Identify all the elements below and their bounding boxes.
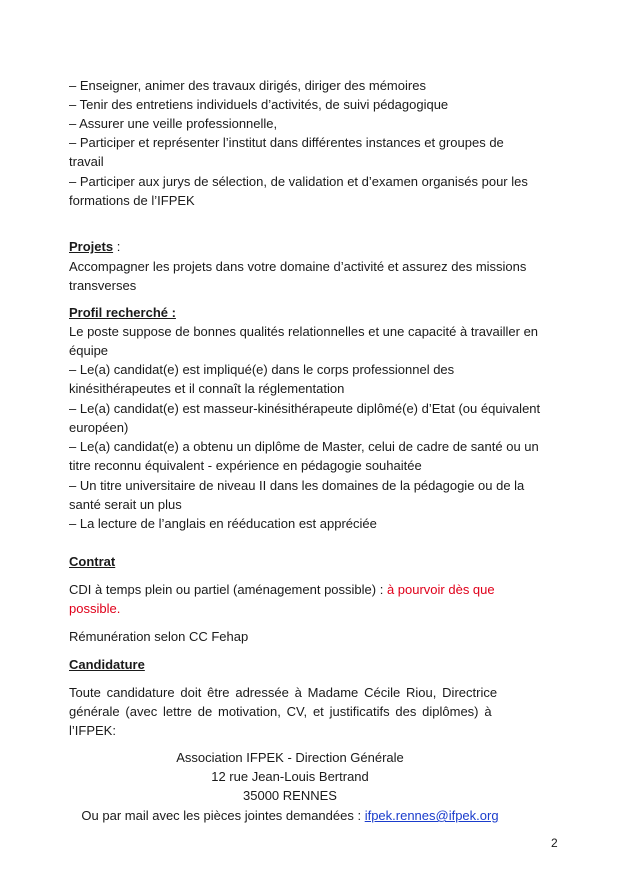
profil-line: – Un titre universitaire de niveau II dans les domaines de la pédagogie ou de la [69, 478, 525, 493]
profil-heading: Profil recherché : [69, 305, 176, 320]
mail-line [0, 806, 580, 825]
projets-colon: : [113, 239, 121, 254]
profil-line: – La lecture de l’anglais en rééducation est appréciée [69, 516, 377, 531]
address-line: 35000 RENNES [243, 788, 337, 803]
address-line: Association IFPEK - Direction Générale [176, 750, 404, 765]
mission-line: travail [69, 154, 104, 169]
projets-heading: Projets [69, 239, 114, 254]
contrat-availability-cont: possible. [69, 601, 121, 616]
mission-line: – Enseigner, animer des travaux dirigés, diriger des mémoires [69, 78, 426, 93]
mission-line: – Participer et représenter l’institut dans différentes instances et groupes de [69, 135, 504, 150]
mission-line: formations de l’IFPEK [69, 193, 195, 208]
candidature-heading: Candidature [69, 657, 145, 672]
profil-line: kinésithérapeutes et il connaît la réglementation [69, 381, 345, 396]
mission-line: – Participer aux jurys de sélection, de validation et d’examen organisés pour les [69, 174, 528, 189]
projets-line: transverses [69, 278, 137, 293]
projets-heading-line [69, 237, 120, 256]
mission-line: – Tenir des entretiens individuels d’activités, de suivi pédagogique [69, 97, 449, 112]
profil-line: européen) [69, 420, 129, 435]
address-line: 12 rue Jean-Louis Bertrand [211, 769, 369, 784]
contrat-type: CDI à temps plein ou partiel (aménagement possible) : [69, 582, 387, 597]
profil-line: équipe [69, 343, 109, 358]
contrat-line [69, 580, 495, 599]
contrat-availability: à pourvoir dès que [386, 582, 495, 597]
projets-line: Accompagner les projets dans votre domaine d’activité et assurez des missions [69, 259, 527, 274]
profil-line: – Le(a) candidat(e) est masseur-kinésithérapeute diplômé(e) d’Etat (ou équivalent [69, 401, 541, 416]
mail-prefix: Ou par mail avec les pièces jointes demandées : [81, 808, 365, 823]
mission-line: – Assurer une veille professionnelle, [69, 116, 278, 131]
candidature-line: l’IFPEK: [69, 723, 116, 738]
profil-line: Le poste suppose de bonnes qualités relationnelles et une capacité à travailler en [69, 324, 539, 339]
email-link[interactable]: ifpek.rennes@ifpek.org [364, 808, 499, 823]
profil-line: santé serait un plus [69, 497, 182, 512]
remuneration-line: Rémunération selon CC Fehap [69, 629, 249, 644]
page-number: 2 [551, 836, 558, 850]
candidature-line: générale (avec lettre de motivation, CV, et justificatifs des diplômes) à [69, 704, 492, 719]
contrat-heading: Contrat [69, 554, 116, 569]
profil-line: – Le(a) candidat(e) est impliqué(e) dans le corps professionnel des [69, 362, 455, 377]
profil-line: – Le(a) candidat(e) a obtenu un diplôme de Master, celui de cadre de santé ou un [69, 439, 539, 454]
candidature-line: Toute candidature doit être adressée à Madame Cécile Riou, Directrice [69, 685, 498, 700]
profil-line: titre reconnu équivalent - expérience en pédagogie souhaitée [69, 458, 422, 473]
